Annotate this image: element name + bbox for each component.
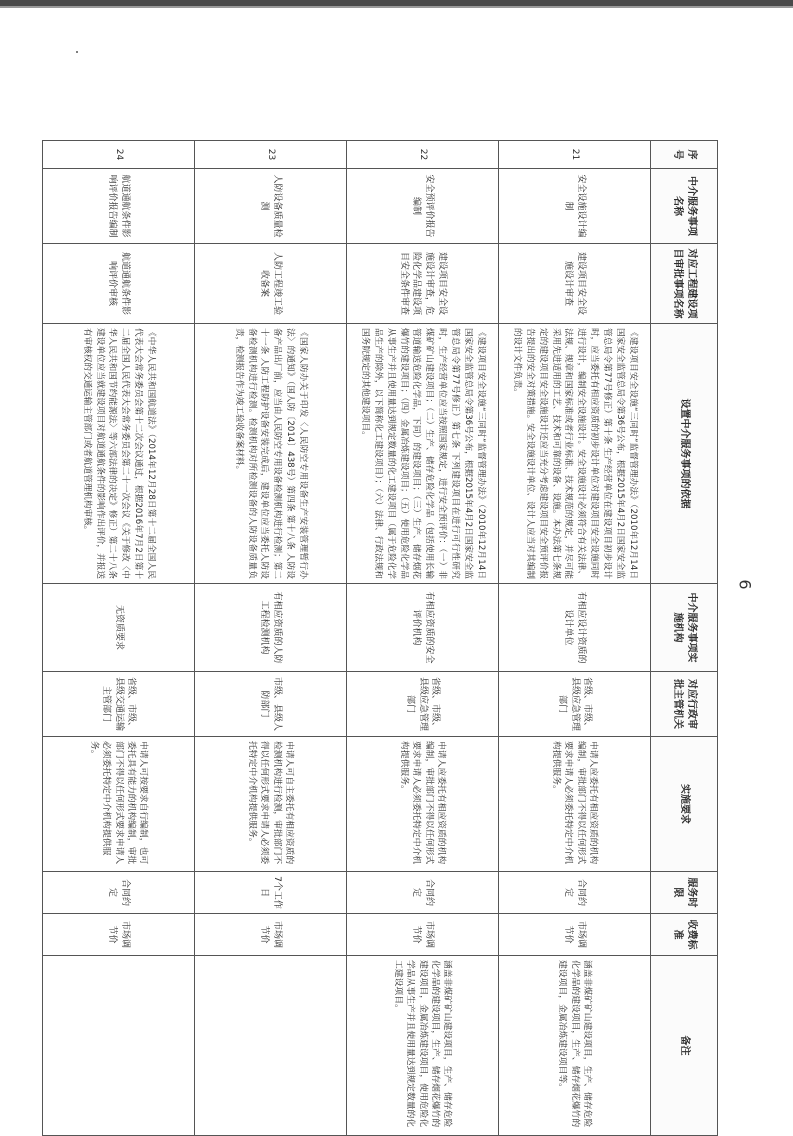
table-row — [43, 141, 195, 1136]
header-note: 备注 — [651, 956, 718, 1136]
cell-note — [195, 956, 347, 1136]
page-number: 6 — [735, 579, 755, 590]
header-name: 中介服务事项名称 — [651, 169, 718, 244]
table-row — [499, 141, 651, 1136]
table-row — [195, 141, 347, 1136]
cell-dept: 市级、县级人防部门 — [195, 672, 347, 737]
header-limit: 服务时限 — [651, 872, 718, 914]
cell-req: 申请人可自主委托有相应资质的检测机构进行检测，审批部门不得以任何形式要求申请人必须委托特定中介机构提供服务。 — [195, 737, 347, 872]
cell-dept: 省级、市级、县级交通运输主管部门 — [43, 672, 195, 737]
cell-org: 有相应设计资质的设计单位 — [499, 584, 651, 672]
header-approval: 对应工程建设项目审批事项名称 — [651, 244, 718, 324]
cell-approval: 建设项目安全设施设计审查，危险化学品建设项目安全条件审查 — [347, 244, 499, 324]
cell-req: 申请人应委托有相应资质的机构编制，审批部门不得以任何形式要求申请人必须委托特定中介机构提供服务。 — [499, 737, 651, 872]
cell-basis: 《国家人防办关于印发〈人民防空专用设备生产安装管理暂行办法〉的通知》（国人防〔2014〕438号）第四条 第十八条 人防设备产品出厂前，应当由人民防空专用设备检测机构进行检测；第二十一条 人防工程防护设备安装完成后，建设单位应当委托人防设备检测机构进行检测。检测机构对所检测设备的人防设备质量负责，检测报告作为竣工验收备案材料。 — [195, 324, 347, 584]
cell-dept: 省级、市级、县级应急管理部门 — [347, 672, 499, 737]
header-seq: 序号 — [651, 141, 718, 169]
header-req: 实施要求 — [651, 737, 718, 872]
cell-name: 航道通航条件影响评价报告编制 — [43, 169, 195, 244]
cell-basis: 《中华人民共和国航道法》（2014年12月28日第十二届全国人民代表大会常务委员会第十二次会议通过，根据2016年7月2日第十二届全国人民代表大会常务委员会第二十一次会议《关于修改〈中华人民共和国节约能源法〉等六部法律的决定》修正）第二十八条 建设单位应当就建设项目对航道通航条件的影响作出评价，并报送有审核权的交通运输主管部门或者航道管理机构审核。 — [43, 324, 195, 584]
rotated-table-wrapper — [48, 140, 718, 1135]
cell-fee: 市场调节价 — [347, 914, 499, 956]
header-fee: 收费标准 — [651, 914, 718, 956]
cell-fee: 市场调节价 — [499, 914, 651, 956]
header-basis: 设置中介服务事项的依据 — [651, 324, 718, 584]
table-row — [347, 141, 499, 1136]
cell-approval: 人防工程竣工验收备案 — [195, 244, 347, 324]
cell-limit: 合同约定 — [347, 872, 499, 914]
cell-limit: 7个工作日 — [195, 872, 347, 914]
cell-note: 涵盖非煤矿矿山建设项目，生产、储存危险化学品的建设项目，生产、储存烟花爆竹的建设项目，金属冶炼建设项目等。 — [499, 956, 651, 1136]
scan-line — [0, 6, 793, 8]
cell-seq: 24 — [43, 141, 195, 169]
cell-fee: 市场调节价 — [195, 914, 347, 956]
cell-fee: 市场调节价 — [43, 914, 195, 956]
cell-basis: 《建设项目安全设施“三同时”监督管理办法》（2010年12月14日国家安全监管总局令第36号公布，根据2015年4月2日国家安全监管总局令第77号修正）第七条 下列建设项目在进行可行性研究时，生产经营单位应当按照国家规定，进行安全预评价：（一）非煤矿矿山建设项目；（二）生产、储存危险化学品（包括使用长输管道输送危险化学品，下同）的建设项目；（三）生产、储存烟花爆竹的建设项目；（四）金属冶炼建设项目；（五）使用危险化学品从事生产并且使用量达到规定数量的化工建设项目（属于危险化学品生产的除外，以下简称化工建设项目）；（六）法律、行政法规和国务院规定的其他建设项目。 — [347, 324, 499, 584]
scan-dot — [76, 51, 78, 53]
cell-seq: 22 — [347, 141, 499, 169]
cell-limit: 合同约定 — [499, 872, 651, 914]
cell-org: 无资质要求 — [43, 584, 195, 672]
cell-name: 安全设施设计编制 — [499, 169, 651, 244]
cell-req: 申请人可按要求自行编制，也可委托具有能力的机构编制，审批部门不得以任何形式要求申请人必须委托特定中介机构提供服务。 — [43, 737, 195, 872]
cell-limit: 合同约定 — [43, 872, 195, 914]
cell-note — [43, 956, 195, 1136]
cell-org: 有相应资质的人防工程检测机构 — [195, 584, 347, 672]
cell-req: 申请人应委托有相应资质的机构编制，审批部门不得以任何形式要求申请人必须委托特定中介机构提供服务。 — [347, 737, 499, 872]
header-dept: 对应行政审批主管机关 — [651, 672, 718, 737]
cell-note: 涵盖非煤矿矿山建设项目，生产、储存危险化学品的建设项目，生产、储存烟花爆竹的建设项目，金属冶炼建设项目，使用危险化学品从事生产并且使用量达到规定数量的化工建设项目。 — [347, 956, 499, 1136]
cell-org: 有相应资质的安全评价机构 — [347, 584, 499, 672]
cell-seq: 21 — [499, 141, 651, 169]
header-org: 中介服务事项实施机构 — [651, 584, 718, 672]
cell-basis: 《建设项目安全设施“三同时”监督管理办法》（2010年12月14日国家安全监管总局令第36号公布，根据2015年4月2日国家安全监管总局令第77号修正）第十条 生产经营单位在建设项目初步设计时，应当委托有相应资质的初步设计单位对建设项目安全设施同时进行设计，编制安全设施设计。安全设施设计必须符合有关法律、法规、规章和国家标准或者行业标准、技术规范的规定，并尽可能采用先进适用的工艺、技术和可靠的设备、设施。本办法第七条规定的建设项目安全设施设计还应当充分考虑建设项目安全预评价报告提出的安全对策措施。安全设施设计单位、设计人应当对其编制的设计文件负责。 — [499, 324, 651, 584]
cell-name: 人防设备质量检测 — [195, 169, 347, 244]
cell-dept: 省级、市级、县级应急管理部门 — [499, 672, 651, 737]
cell-approval: 航道通航条件影响评价审核 — [43, 244, 195, 324]
cell-seq: 23 — [195, 141, 347, 169]
cell-name: 安全预评价报告编制 — [347, 169, 499, 244]
cell-approval: 建设项目安全设施设计审查 — [499, 244, 651, 324]
intermediary-services-table — [42, 140, 718, 1136]
table-header-row — [651, 141, 718, 1136]
